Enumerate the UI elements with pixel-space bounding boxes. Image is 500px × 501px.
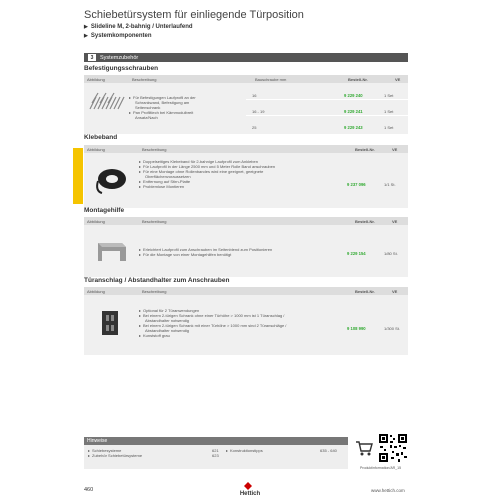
desc-line: ▸ Pan Profiltlech bei Kämmodulbreit [129, 110, 193, 115]
website-link[interactable]: www.hettich.com [371, 488, 405, 493]
desc-line: ▸ Problemlose Montieren [139, 184, 184, 189]
desc-line: ▸ Entfernung auf Stirn-Platte [139, 179, 190, 184]
table-body [84, 153, 408, 208]
desc-line: Abstandhalter notwendig [145, 318, 190, 323]
table-tueranschlag [84, 287, 408, 355]
hettich-logo [228, 482, 272, 501]
size-cell: 16 - 19 [252, 109, 265, 114]
subtitle-1: ▶ Slideline M, 2-bahnig / Unterlaufend [84, 24, 193, 30]
bestell-nr: 9 229 243 [344, 125, 363, 130]
col-header: Beschreibung [142, 288, 167, 294]
desc-line: Oberflächenvoraussetzen [145, 174, 191, 179]
desc-line: ▸ Für eine Montage ohne Rollenbandes wird eine geeignet, geeignete [139, 169, 263, 174]
col-header: VE [395, 76, 401, 82]
door-stop-image [98, 309, 124, 339]
col-header: Bestell-Nr. [355, 218, 375, 224]
col-header: Abbildung [87, 146, 105, 152]
ve-cell: 1/300 St. [384, 326, 401, 331]
chapter-tab [73, 148, 83, 204]
section-bar [84, 53, 408, 62]
col-header: Abbildung [87, 76, 105, 82]
hinweis-page: 621 [212, 448, 219, 453]
table-klebeband [84, 145, 408, 208]
hinweis-page: 635 - 640 [320, 448, 337, 453]
table-body [84, 83, 408, 134]
hinweis-link[interactable]: ▸ Zubehör Schiebetürsysteme [88, 453, 142, 458]
col-header: Beschreibung [142, 218, 167, 224]
bestell-nr: 9 229 241 [344, 109, 363, 114]
desc-line: ▸ Erleichtert Laufprofil zum Anschrauben im Seitenblend zum Positionieren [139, 247, 272, 252]
bestell-nr: 9 229 240 [344, 93, 363, 98]
table-header [84, 217, 408, 225]
hinweis-link[interactable]: ▸ Schiebesysteme [88, 448, 121, 453]
desc-line: ▸ Für die Montage von einer Montagehilfen benötigt [139, 252, 231, 257]
hinweise-title: Hinweise [87, 438, 108, 444]
desc-line: Abstandhalter notwendig [145, 328, 190, 333]
hinweise-body [84, 445, 348, 469]
ve-cell: 1 Set [384, 93, 394, 98]
bestell-nr: 9 237 096 [347, 182, 366, 187]
desc-line: Seitenschrank [135, 105, 161, 110]
table-befestigung [84, 75, 408, 134]
triangle-icon: ▶ [84, 33, 88, 39]
desc-line: ▸ Für Laufprofil in der Länge 2500 mm und 5 Meter Rolle Band anschrauben [139, 164, 275, 169]
col-header: Bauschraube mm [255, 76, 287, 82]
col-header: Bestell-Nr. [355, 288, 375, 294]
hinweise-bar [84, 437, 348, 445]
desc-line: Schrankwand, Befestigung am [135, 100, 190, 105]
table-header [84, 145, 408, 153]
screws-image [88, 91, 126, 113]
section-label: Systemzubehör [100, 54, 139, 61]
ve-cell: 1 Set [384, 125, 394, 130]
bestell-nr: 9 108 990 [347, 326, 366, 331]
col-header: Abbildung [87, 288, 105, 294]
group-title-montagehilfe: Montagehilfe [84, 207, 125, 214]
mounting-aid-image [94, 237, 130, 267]
desc-line: ▸ Doppelseitiges Klebeband für 2-bahnige Laufprofil zum Ankleben [139, 159, 258, 164]
col-header: Beschreibung [132, 76, 157, 82]
col-header: Bestell-Nr. [355, 146, 375, 152]
page-title: Schiebetürsystem für einliegende Türposition [84, 9, 304, 21]
svg-text:Hettich: Hettich [239, 491, 261, 496]
col-header: Bestell-Nr. [348, 76, 368, 82]
desc-line: ▸ Optional für 2 Türanwendungen [139, 308, 199, 313]
desc-line: ▸ Bei einem 2-türigen Schrank ohne einer Türhöhe > 1000 mm ist 1 Türanschlag / [139, 313, 284, 318]
ve-cell: 1/80 St. [384, 251, 398, 256]
group-title-befestigung: Befestigungsschrauben [84, 65, 159, 72]
ve-cell: 1/1 St. [384, 182, 396, 187]
table-body [84, 225, 408, 277]
group-title-tueranschlag: Türanschlag / Abstandhalter zum Anschrauben [84, 277, 230, 284]
size-cell: 16 [252, 93, 257, 98]
desc-line: ▸ Für Befestigungen Laufprofil an der [129, 95, 196, 100]
desc-line: ▸ Kunststoff grau [139, 333, 170, 338]
hinweis-page: 623 [212, 453, 219, 458]
desc-line: Ansatz/Nach [135, 115, 158, 120]
tape-roll-image [94, 165, 128, 195]
ve-cell: 1 Set [384, 109, 394, 114]
col-header: VE [392, 146, 398, 152]
col-header: Beschreibung [142, 146, 167, 152]
col-header: Abbildung [87, 218, 105, 224]
group-title-klebeband: Klebeband [84, 134, 118, 141]
table-body [84, 295, 408, 355]
table-header [84, 287, 408, 295]
desc-line: ▸ Bei einem 2-türigen Schrank mit einer Türhöhe > 1000 mm sind 2 Türanschläge / [139, 323, 286, 328]
cart-icon[interactable] [355, 440, 373, 456]
col-header: VE [392, 218, 398, 224]
size-cell: 25 [252, 125, 257, 130]
triangle-icon: ▶ [84, 24, 88, 30]
subtitle-2: ▶ Systemkomponenten [84, 33, 152, 39]
qr-code-icon[interactable] [378, 433, 408, 463]
table-montagehilfe [84, 217, 408, 277]
page-number: 460 [84, 487, 94, 493]
col-header: VE [392, 288, 398, 294]
bestell-nr: 9 229 154 [347, 251, 366, 256]
table-header [84, 75, 408, 83]
section-number: 3 [88, 54, 96, 61]
qr-caption: Produktinformation/AR_15 [360, 466, 402, 470]
hinweis-link[interactable]: ▸ Konstruktionstipps [226, 448, 263, 453]
